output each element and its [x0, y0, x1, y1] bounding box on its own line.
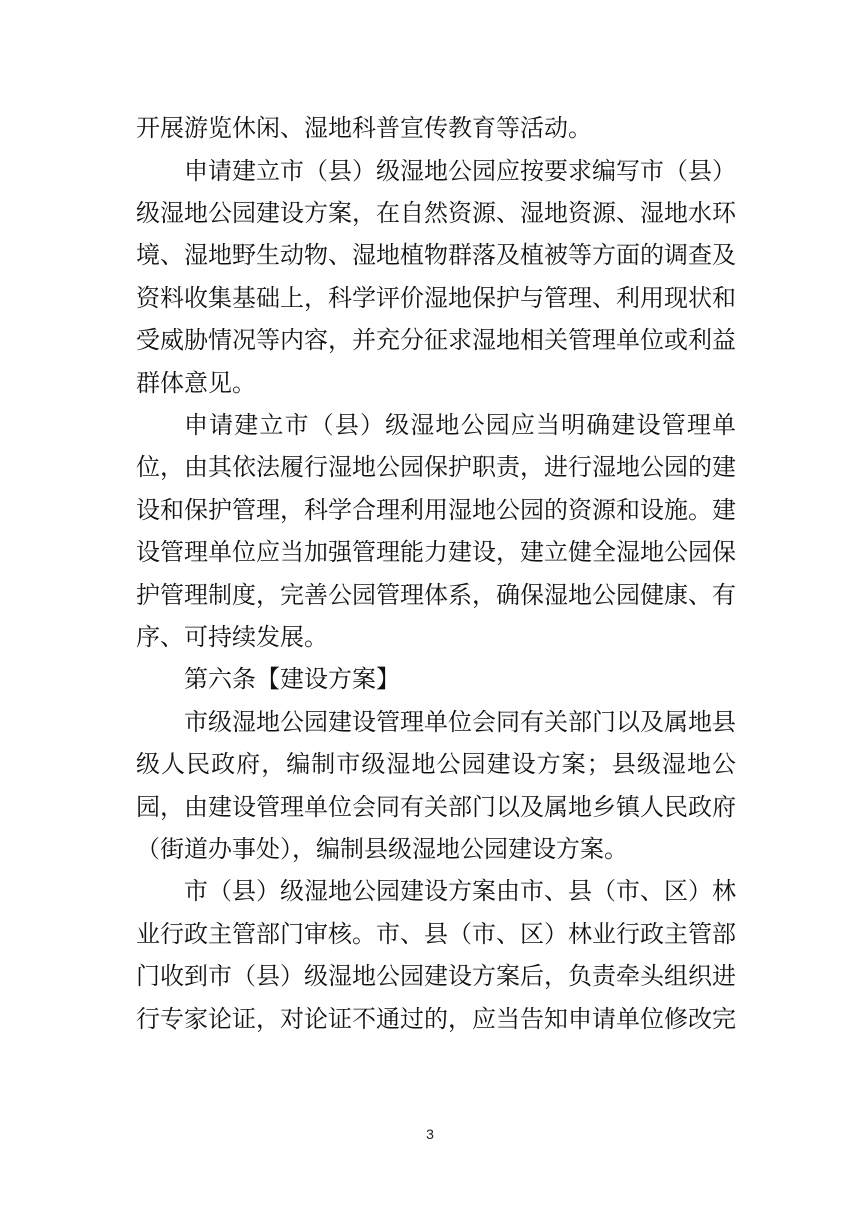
text-line: 受威胁情况等内容，并充分征求湿地相关管理单位或利益 — [136, 326, 736, 354]
text-line: 境、湿地野生动物、湿地植物群落及植被等方面的调查及 — [136, 241, 736, 269]
text-line: 设和保护管理，科学合理利用湿地公园的资源和设施。建 — [136, 496, 736, 524]
text-line: 门收到市（县）级湿地公园建设方案后，负责牵头组织进 — [136, 962, 736, 990]
text-line: 级人民政府，编制市级湿地公园建设方案；县级湿地公 — [136, 750, 736, 778]
text-line: 级湿地公园建设方案，在自然资源、湿地资源、湿地水环 — [136, 199, 736, 227]
text-line: 群体意见。 — [136, 369, 256, 397]
text-line: 申请建立市（县）级湿地公园应按要求编写市（县） — [184, 157, 736, 185]
text-line: 序、可持续发展。 — [136, 623, 328, 651]
text-line: 行专家论证，对论证不通过的，应当告知申请单位修改完 — [136, 1005, 736, 1033]
text-line: 设管理单位应当加强管理能力建设，建立健全湿地公园保 — [136, 538, 736, 566]
article-heading: 第六条【建设方案】 — [184, 665, 400, 693]
text-line: 位，由其依法履行湿地公园保护职责，进行湿地公园的建 — [136, 453, 736, 481]
text-line: 资料收集基础上，科学评价湿地保护与管理、利用现状和 — [136, 284, 736, 312]
text-line: 市（县）级湿地公园建设方案由市、县（市、区）林 — [184, 877, 736, 905]
text-line: 开展游览休闲、湿地科普宣传教育等活动。 — [136, 114, 592, 142]
text-line: 市级湿地公园建设管理单位会同有关部门以及属地县 — [184, 708, 736, 736]
text-line: 护管理制度，完善公园管理体系，确保湿地公园健康、有 — [136, 581, 736, 609]
text-line: （街道办事处），编制县级湿地公园建设方案。 — [136, 835, 628, 863]
text-line: 申请建立市（县）级湿地公园应当明确建设管理单 — [184, 411, 736, 439]
text-line: 业行政主管部门审核。市、县（市、区）林业行政主管部 — [136, 920, 736, 948]
page-number: 3 — [426, 1126, 434, 1142]
text-line: 园，由建设管理单位会同有关部门以及属地乡镇人民政府 — [136, 793, 736, 821]
